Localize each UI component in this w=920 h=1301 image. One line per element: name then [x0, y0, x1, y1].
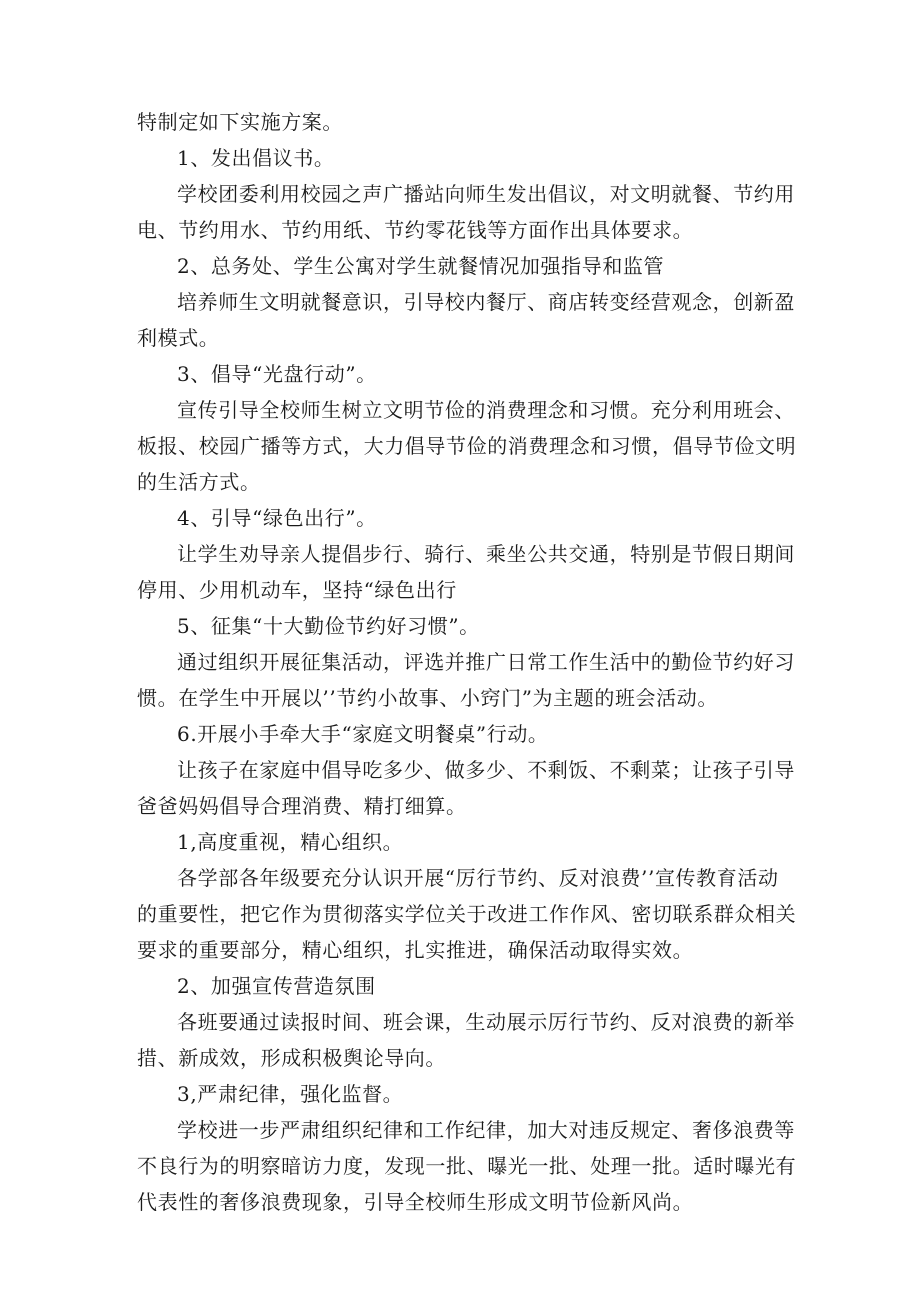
- paragraph-discipline: 学校进一步严肃组织纪律和工作纪律，加大对违反规定、奢侈浪费等不良行为的明察暗访力度，发现一批、曝光一批、处理一批。适时曝光有代表性的奢侈浪费现象，引导全校师生形成文明节俭新风尚。: [137, 1118, 797, 1214]
- paragraph-6: 让孩子在家庭中倡导吃多少、做多少、不剩饭、不剩菜；让孩子引导爸爸妈妈倡导合理消费、精打细算。: [137, 758, 795, 818]
- paragraph-5: 通过组织开展征集活动，评选并推广日常工作生活中的勤俭节约好习惯。在学生中开展以’’节约小故事、小窍门”为主题的班会活动。: [137, 650, 795, 710]
- heading-discipline: 3,严肃纪律，强化监督。: [177, 1082, 404, 1106]
- paragraph-4: 让学生劝导亲人提倡步行、骑行、乘坐公共交通，特别是节假日期间停用、少用机动车，坚持“绿色出行: [137, 542, 795, 602]
- paragraph-publicity: 各班要通过读报时间、班会课，生动展示厉行节约、反对浪费的新举措、新成效，形成积极舆论导向。: [137, 1010, 795, 1070]
- heading-publicity: 2、加强宣传营造氛围: [177, 974, 376, 998]
- paragraph-attention: 各学部各年级要充分认识开展“厉行节约、反对浪费’’宣传教育活动的重要性，把它作为贯彻落实学位关于改进工作作风、密切联系群众相关要求的重要部分，精心组织，扎实推进，确保活动取得实效。: [137, 866, 797, 962]
- paragraph-2: 培养师生文明就餐意识，引导校内餐厅、商店转变经营观念，创新盈利模式。: [137, 290, 795, 350]
- heading-6-family-table: 6.开展小手牵大手“家庭文明餐桌”行动。: [177, 722, 549, 746]
- paragraph-3: 宣传引导全校师生树立文明节俭的消费理念和习惯。充分利用班会、板报、校园广播等方式，大力倡导节俭的消费理念和习惯，倡导节俭文明的生活方式。: [137, 398, 797, 494]
- heading-3-clean-plate: 3、倡导“光盘行动”。: [177, 362, 377, 386]
- paragraph-1: 学校团委利用校园之声广播站向师生发出倡议，对文明就餐、节约用电、节约用水、节约用纸、节约零花钱等方面作出具体要求。: [137, 182, 795, 242]
- heading-2-dining-guidance: 2、总务处、学生公寓对学生就餐情况加强指导和监管: [177, 254, 665, 278]
- paragraph-intro: 特制定如下实施方案。: [137, 110, 343, 134]
- heading-5-good-habits: 5、征集“十大勤俭节约好习惯”。: [177, 614, 480, 638]
- heading-1-issue-proposal: 1、发出倡议书。: [177, 146, 335, 170]
- document-body: [137, 104, 797, 1220]
- heading-4-green-travel: 4、引导“绿色出行”。: [177, 506, 377, 530]
- heading-attention: 1,高度重视，精心组织。: [177, 830, 404, 854]
